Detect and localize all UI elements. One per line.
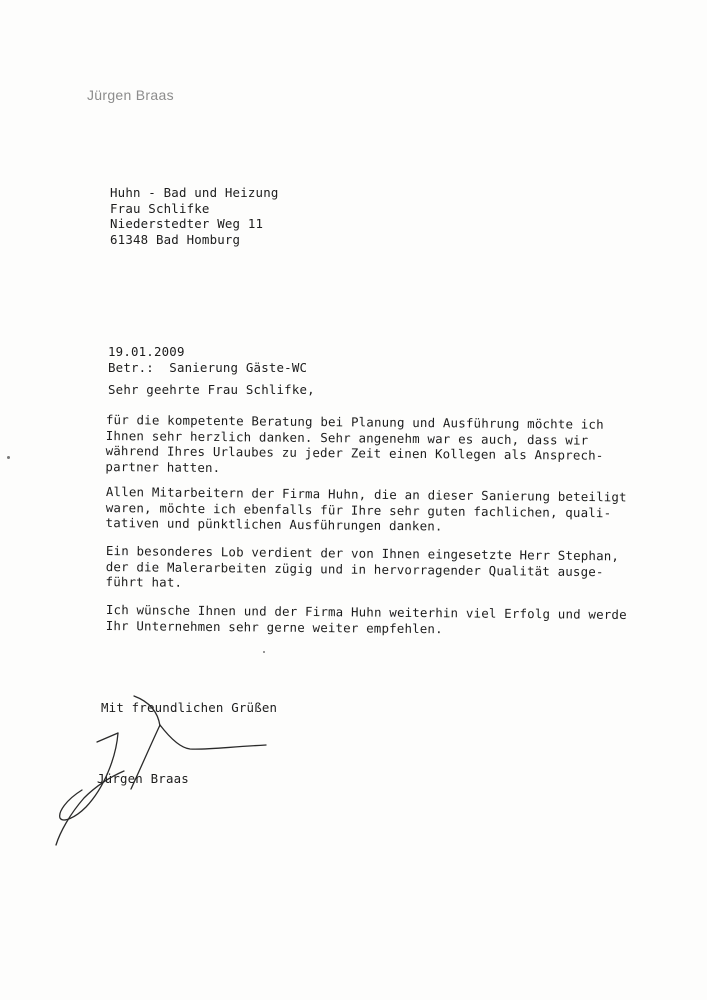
letter-date: 19.01.2009 <box>108 344 185 359</box>
scan-speck <box>7 456 10 459</box>
paragraph-line: partner hatten. <box>105 458 221 475</box>
closing: Mit freundlichen Grüßen <box>101 700 278 715</box>
paragraph-line: führt hat. <box>105 573 183 590</box>
recipient-line: Frau Schlifke <box>110 200 210 216</box>
paragraph-line: Ich wünsche Ihnen und der Firma Huhn weiterhin viel Erfolg und werde <box>105 602 627 622</box>
salutation: Sehr geehrte Frau Schlifke, <box>108 382 315 397</box>
recipient-line: 61348 Bad Homburg <box>110 231 241 247</box>
scan-speck <box>263 651 265 653</box>
paragraph-line: Allen Mitarbeitern der Firma Huhn, die an dieser Sanierung beteiligt <box>105 484 627 505</box>
paragraph-line: Ihr Unternehmen sehr gerne weiter empfehlen. <box>105 617 443 636</box>
letter-subject: Betr.: Sanierung Gäste-WC <box>108 359 308 375</box>
paragraph-line: der die Malerarbeiten zügig und in hervorragender Qualität ausge- <box>105 558 604 579</box>
paragraph-line: tativen und pünktlichen Ausführungen danken. <box>105 514 443 534</box>
paragraph-line: Ein besonderes Lob verdient der von Ihnen eingesetzte Herr Stephan, <box>105 543 620 564</box>
recipient-line: Huhn - Bad und Heizung <box>110 185 279 200</box>
recipient-line: Niederstedter Weg 11 <box>110 216 264 231</box>
paragraph-line: während Ihres Urlaubes zu jeder Zeit einen Kollegen als Ansprech- <box>105 442 604 463</box>
letterhead-name: Jürgen Braas <box>87 87 174 103</box>
paragraph-line: waren, möchte ich ebenfalls für Ihre sehr guten fachlichen, quali- <box>105 499 612 520</box>
paragraph-line: für die kompetente Beratung bei Planung und Ausführung möchte ich <box>105 412 604 432</box>
signer-name: Jürgen Braas <box>97 771 189 786</box>
paragraph-line: Ihnen sehr herzlich danken. Sehr angenehm war es auch, dass wir <box>105 427 589 448</box>
